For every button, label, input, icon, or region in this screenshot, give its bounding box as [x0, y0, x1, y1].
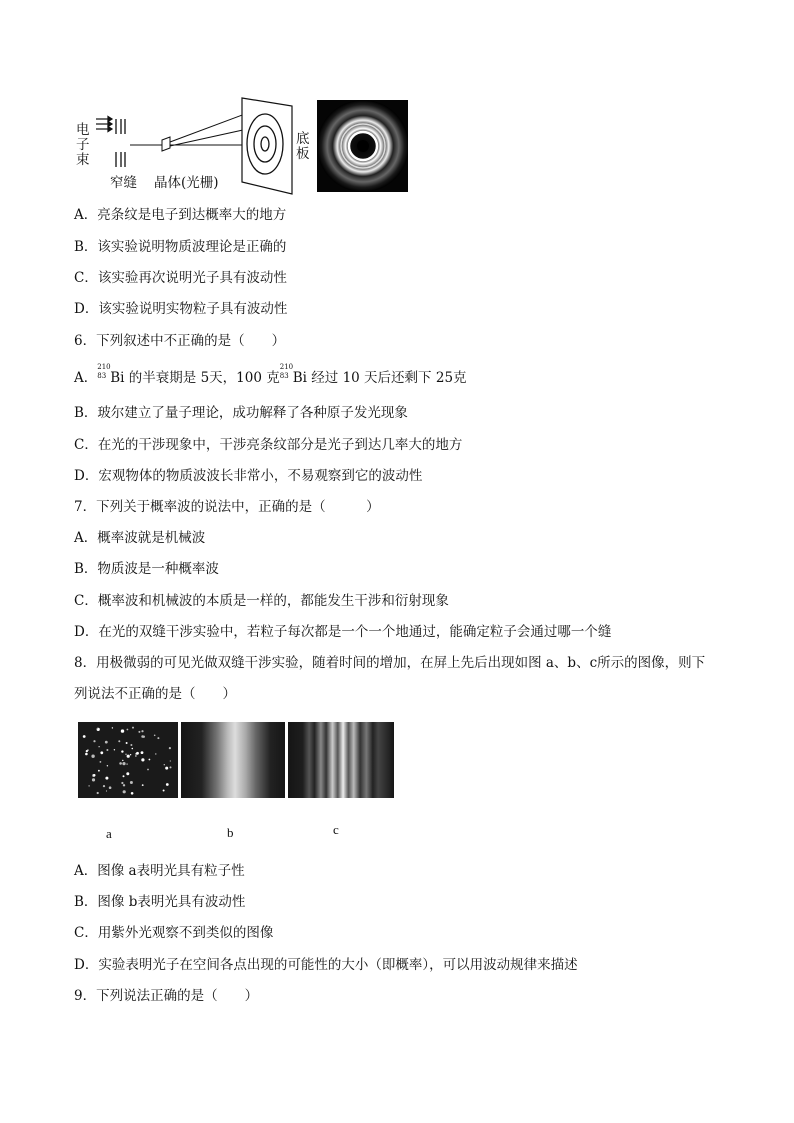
photon-dot: [97, 792, 99, 794]
photon-dot: [118, 740, 120, 742]
photon-dot: [127, 729, 129, 731]
ring-pattern: [317, 100, 408, 192]
q9-stem: 9．下列说法正确的是（ ）: [74, 988, 259, 1004]
q6-option-a: [74, 363, 467, 387]
photon-dot: [100, 751, 103, 754]
photon-dot: [149, 759, 151, 761]
q6-option-c: C．在光的干涉现象中，干涉亮条纹部分是光子到达几率大的地方: [74, 437, 463, 453]
photon-dot: [157, 737, 159, 739]
plate-label-char-2: 板: [296, 146, 310, 162]
q6-stem: 6．下列叙述中不正确的是（ ）: [74, 333, 286, 349]
q6-option-d: D．宏观物体的物质波波长非常小，不易观察到它的波动性: [74, 468, 423, 484]
photon-dot: [106, 790, 107, 791]
photon-dot: [126, 763, 127, 764]
photon-dot: [121, 729, 124, 732]
beam-arrows: [96, 117, 112, 132]
photon-dot: [122, 762, 125, 765]
photon-dot: [122, 760, 123, 761]
photon-dot: [141, 735, 144, 738]
q6-option-a-mid: 的半衰期是 5天，100 克: [128, 370, 280, 386]
photon-dots: [78, 722, 178, 798]
photon-dot: [130, 754, 131, 755]
photon-dot: [141, 730, 143, 732]
photon-dot: [121, 750, 123, 752]
photon-dot: [131, 792, 134, 795]
bi-nuclide-2: [279, 363, 294, 382]
photon-dot: [142, 784, 144, 786]
photon-dot: [93, 774, 95, 776]
photon-dot: [123, 790, 126, 793]
q7-option-b: B．物质波是一种概率波: [74, 561, 219, 577]
photon-dot: [170, 760, 171, 761]
photon-dot: [164, 764, 165, 765]
photon-dot: [92, 778, 95, 781]
photon-dot: [138, 731, 140, 733]
beam-label-char-2: 子: [76, 137, 90, 153]
q8-option-a: A．图像 a表明光具有粒子性: [74, 863, 245, 879]
q7-option-c: C．概率波和机械波的本质是一样的，都能发生干涉和衍射现象: [74, 593, 449, 609]
q5-option-d: D．该实验说明实物粒子具有波动性: [74, 301, 288, 317]
photon-dot: [93, 740, 95, 742]
photon-dot: [163, 790, 165, 792]
nuclide-mass: 210: [279, 363, 294, 371]
photon-dot: [169, 747, 171, 749]
photon-dot: [130, 744, 132, 746]
photon-dot: [127, 755, 130, 758]
q8-option-b: B．图像 b表明光具有波动性: [74, 894, 246, 910]
q5-option-c: C．该实验再次说明光子具有波动性: [74, 270, 287, 286]
q7-option-d: D．在光的双缝干涉实验中，若粒子每次都是一个一个地通过，能确定粒子会通过哪一个缝: [74, 624, 612, 640]
q8-stem-line-2: 列说法不正确的是（ ）: [74, 686, 236, 702]
photon-dot: [123, 784, 125, 786]
photon-dot: [136, 752, 139, 755]
photon-dot: [98, 770, 100, 772]
figure-label-c: c: [333, 822, 339, 837]
photon-dot: [155, 753, 156, 754]
photon-dot: [165, 767, 168, 770]
photon-dot: [97, 728, 98, 729]
photon-dot: [130, 781, 133, 784]
photon-dot: [112, 727, 113, 728]
q8-option-d: D．实验表明光子在空间各点出现的可能性的大小（即概率），可以用波动规律来描述: [74, 957, 578, 973]
q5-option-b: B．该实验说明物质波理论是正确的: [74, 239, 287, 255]
pattern-image-a: [78, 722, 178, 798]
photon-dot: [100, 761, 102, 763]
bi-nuclide-1: [97, 363, 111, 382]
photon-dot: [114, 749, 115, 750]
crystal-label: 晶体(光栅): [154, 175, 219, 191]
photon-dot: [141, 751, 144, 754]
photon-dot: [107, 765, 108, 766]
slit-label: 窄缝: [110, 175, 137, 191]
q7-stem: 7．下列关于概率波的说法中，正确的是（ ）: [74, 499, 380, 515]
plate-label-char-1: 底: [296, 131, 310, 147]
q7-option-a: A．概率波就是机械波: [74, 530, 206, 546]
photon-dot: [126, 772, 129, 775]
photon-dot: [119, 762, 122, 765]
photon-dot: [121, 782, 123, 784]
pattern-image-c: [288, 722, 394, 798]
figure-label-a: a: [106, 826, 112, 841]
diffraction-ring-photo: [317, 100, 408, 192]
photon-dot: [83, 735, 86, 738]
plate-label: [296, 132, 312, 162]
photon-dot: [103, 785, 105, 787]
photon-dot: [147, 769, 149, 771]
photon-dot: [91, 755, 94, 758]
photon-dot: [109, 786, 112, 789]
nuclide-symbol: Bi: [292, 370, 307, 386]
photon-dot: [99, 746, 100, 747]
beam-label-char-3: 束: [76, 152, 90, 168]
electron-beam-label: [76, 123, 92, 168]
photon-dot: [106, 749, 108, 751]
photon-dot: [132, 727, 134, 729]
q6-option-a-prefix: A．: [74, 370, 98, 386]
photon-dot: [123, 775, 125, 777]
q6-option-b: B．玻尔建立了量子理论，成功解释了各种原子发光现象: [74, 405, 408, 421]
q5-option-a: A．亮条纹是电子到达概率大的地方: [74, 207, 287, 223]
photon-dot: [105, 777, 108, 780]
photon-dot: [135, 755, 136, 756]
photon-dot: [166, 783, 169, 786]
photon-dot: [132, 748, 134, 750]
photon-dot: [105, 741, 108, 744]
figure-label-b: b: [227, 825, 234, 840]
q8-stem-line-1: 8．用极微弱的可见光做双缝干涉实验，随着时间的增加，在屏上先后出现如图 a、b、c所示的图像，则下: [74, 655, 706, 671]
photon-dot: [88, 785, 89, 786]
photon-dot: [86, 750, 88, 752]
pattern-image-b: [181, 722, 285, 798]
nuclide-symbol: Bi: [110, 370, 125, 386]
nuclide-atomic: 83: [279, 372, 289, 380]
photon-dot: [141, 758, 144, 761]
beam-label-char-1: 电: [76, 122, 90, 138]
crystal: [162, 137, 170, 151]
q8-option-c: C．用紫外光观察不到类似的图像: [74, 925, 274, 941]
nuclide-atomic: 83: [97, 372, 107, 380]
q6-option-a-tail: 经过 10 天后还剩下 25克: [311, 370, 467, 386]
slit-plates: [116, 119, 125, 167]
photon-dot: [125, 754, 126, 755]
screen-plate: [242, 98, 292, 194]
photon-dot: [154, 735, 156, 737]
photon-dot: [170, 766, 172, 768]
photon-dot: [85, 753, 88, 756]
nuclide-mass: 210: [97, 363, 111, 371]
photon-dot: [126, 742, 128, 744]
